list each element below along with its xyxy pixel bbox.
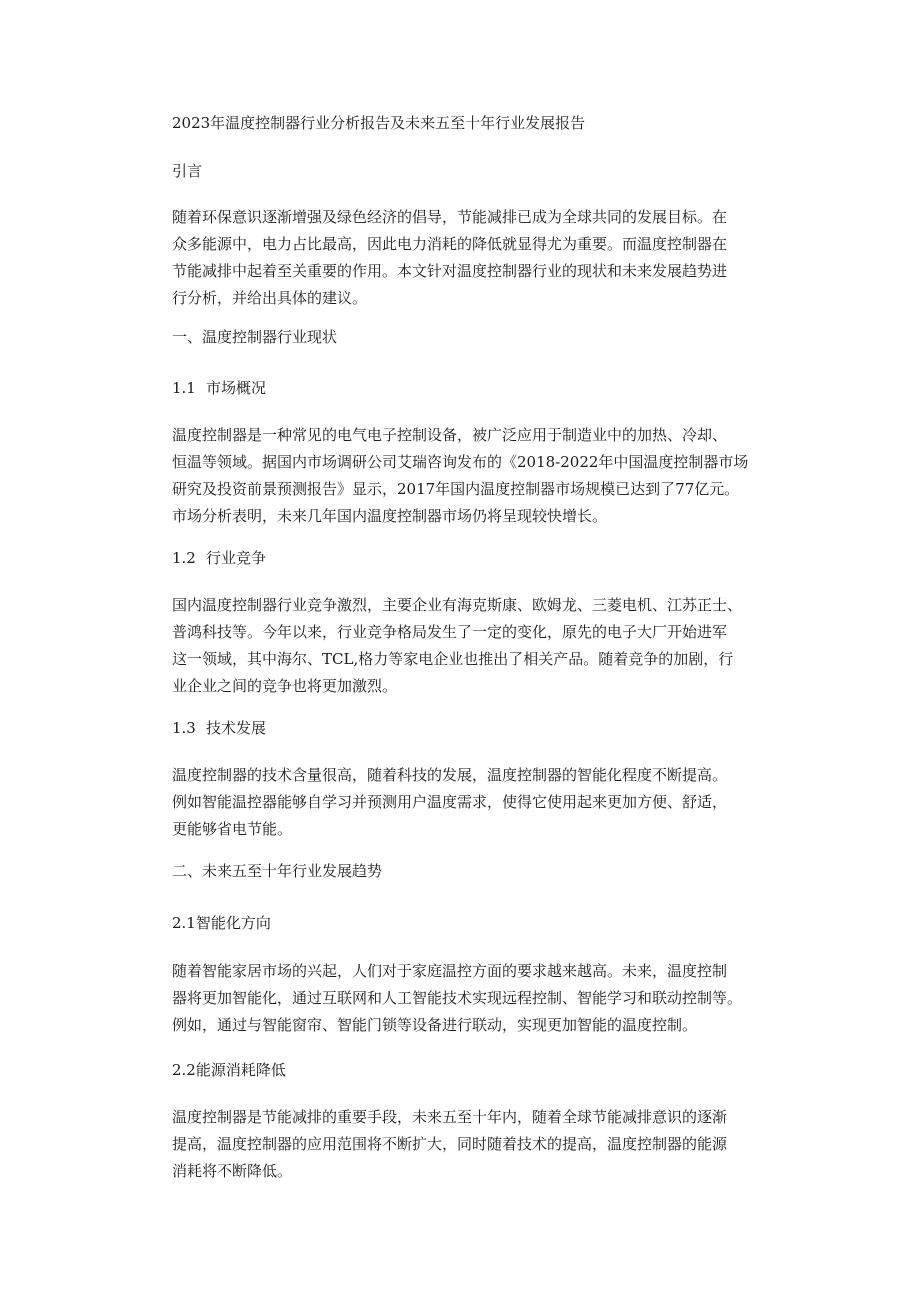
paragraph-line: 恒温等领域。据国内市场调研公司艾瑞咨询发布的《2018-2022年中国温度控制器市场 bbox=[172, 453, 749, 471]
paragraph-line: 提高，温度控制器的应用范围将不断扩大，同时随着技术的提高，温度控制器的能源 bbox=[172, 1135, 728, 1153]
document-title: 2023年温度控制器行业分析报告及未来五至十年行业发展报告 bbox=[172, 114, 586, 132]
subsection-1-3-paragraph bbox=[172, 762, 727, 843]
paragraph-line: 消耗将不断降低。 bbox=[172, 1162, 293, 1180]
subsection-2-1-paragraph bbox=[172, 958, 742, 1039]
paragraph-line: 业企业之间的竞争也将更加激烈。 bbox=[172, 677, 398, 695]
subsection-2-1-heading: 2.1智能化方向 bbox=[172, 914, 271, 932]
paragraph-line: 器将更加智能化，通过互联网和人工智能技术实现远程控制、智能学习和联动控制等。 bbox=[172, 989, 743, 1007]
subsection-number: 1.2 bbox=[172, 549, 196, 567]
subsection-1-1-paragraph bbox=[172, 422, 748, 530]
paragraph-line: 更能够省电节能。 bbox=[172, 820, 293, 838]
subsection-title: 市场概况 bbox=[206, 379, 267, 397]
subsection-1-3-heading bbox=[172, 718, 266, 738]
paragraph-line: 这一领域，其中海尔、TCL,格力等家电企业也推出了相关产品。随着竞争的加剧，行 bbox=[172, 650, 734, 668]
paragraph-line: 行分析，并给出具体的建议。 bbox=[172, 289, 368, 307]
paragraph-line: 例如智能温控器能够自学习并预测用户温度需求，使得它使用起来更加方便、舒适， bbox=[172, 793, 728, 811]
paragraph-line: 研究及投资前景预测报告》显示，2017年国内温度控制器市场规模已达到了77亿元。 bbox=[172, 480, 740, 498]
paragraph-line: 节能减排中起着至关重要的作用。本文针对温度控制器行业的现状和未来发展趋势进 bbox=[172, 262, 728, 280]
subsection-number: 1.3 bbox=[172, 719, 196, 737]
subsection-title: 技术发展 bbox=[206, 719, 267, 737]
paragraph-line: 国内温度控制器行业竞争激烈，主要企业有海克斯康、欧姆龙、三菱电机、江苏正士、 bbox=[172, 596, 743, 614]
paragraph-line: 温度控制器是节能减排的重要手段，未来五至十年内，随着全球节能减排意识的逐渐 bbox=[172, 1108, 728, 1126]
paragraph-line: 市场分析表明，未来几年国内温度控制器市场仍将呈现较快增长。 bbox=[172, 507, 608, 525]
subsection-2-2-heading: 2.2能源消耗降低 bbox=[172, 1061, 286, 1079]
subsection-1-2-paragraph bbox=[172, 592, 742, 700]
subsection-2-2-paragraph bbox=[172, 1104, 727, 1185]
intro-paragraph bbox=[172, 204, 727, 312]
subsection-title: 行业竞争 bbox=[206, 549, 267, 567]
intro-heading: 引言 bbox=[172, 162, 203, 180]
paragraph-line: 温度控制器的技术含量很高，随着科技的发展，温度控制器的智能化程度不断提高。 bbox=[172, 766, 728, 784]
section2-heading: 二、未来五至十年行业发展趋势 bbox=[172, 862, 383, 880]
section1-heading: 一、温度控制器行业现状 bbox=[172, 328, 338, 346]
paragraph-line: 众多能源中，电力占比最高，因此电力消耗的降低就显得尤为重要。而温度控制器在 bbox=[172, 235, 728, 253]
paragraph-line: 普鸿科技等。今年以来，行业竞争格局发生了一定的变化，原先的电子大厂开始进军 bbox=[172, 623, 728, 641]
paragraph-line: 温度控制器是一种常见的电气电子控制设备，被广泛应用于制造业中的加热、冷却、 bbox=[172, 426, 728, 444]
subsection-1-1-heading bbox=[172, 378, 266, 398]
paragraph-line: 随着智能家居市场的兴起，人们对于家庭温控方面的要求越来越高。未来，温度控制 bbox=[172, 962, 728, 980]
paragraph-line: 随着环保意识逐渐增强及绿色经济的倡导，节能减排已成为全球共同的发展目标。在 bbox=[172, 208, 728, 226]
subsection-1-2-heading bbox=[172, 548, 266, 568]
paragraph-line: 例如，通过与智能窗帘、智能门锁等设备进行联动，实现更加智能的温度控制。 bbox=[172, 1016, 698, 1034]
subsection-number: 1.1 bbox=[172, 379, 196, 397]
